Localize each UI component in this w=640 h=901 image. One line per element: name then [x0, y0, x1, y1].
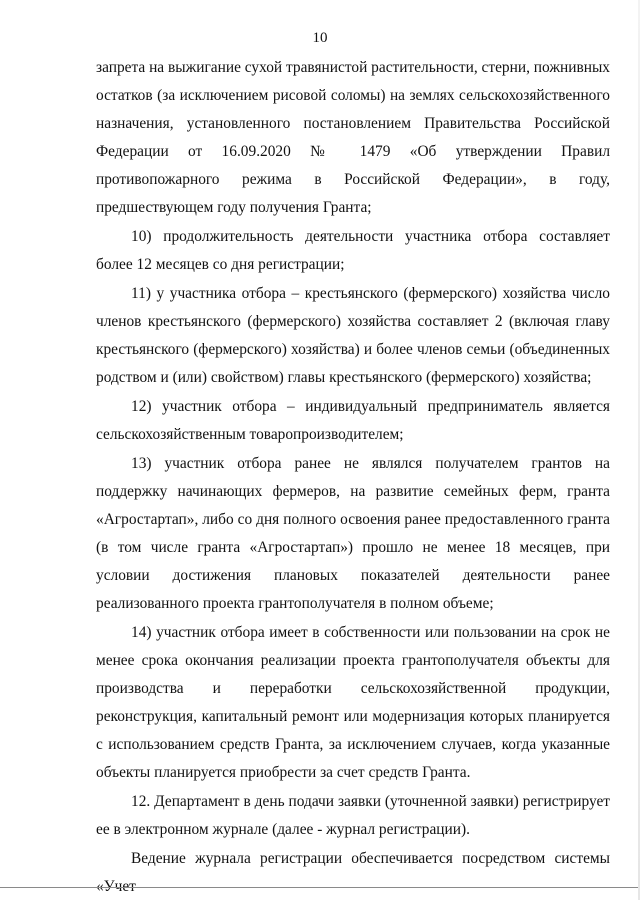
page-bottom-edge: [0, 887, 640, 888]
paragraph-item-12: 12) участник отбора – индивидуальный предприниматель является сельскохозяйственным товаропроизводителем;: [96, 398, 610, 443]
paragraph-item-11: 11) у участника отбора – крестьянского (фермерского) хозяйства число членов крестьянского (фермерского) хозяйства составляет 2 (включая главу крестьянского (фермерского) хозяйства) и более членов семьи (объединенных родством и (или) свойством) главы крестьянского (фермерского) хозяйства;: [96, 285, 610, 386]
paragraph-continuation: запрета на выжигание сухой травянистой растительности, стерни, пожнивных остатков (за исключением рисовой соломы) на землях сельскохозяйственного назначения, установленного постановлением Правительства Российской Федерации от 16.09.2020 № 1479 «Об утверждении Правил противопожарного режима в Российской Федерации», в году, предшествующем году получения Гранта;: [96, 59, 610, 216]
paragraph-item-13: 13) участник отбора ранее не являлся получателем грантов на поддержку начинающих фермеров, на развитие семейных ферм, гранта «Агростартап», либо со дня полного освоения ранее предоставленного гранта (в том числе гранта «Агростартап») прошло не менее 18 месяцев, при условии достижения плановых показателей деятельности ранее реализованного проекта грантополучателя в полном объеме;: [96, 455, 610, 612]
paragraph-item-10: 10) продолжительность деятельности участника отбора составляет более 12 месяцев со дня регистрации;: [96, 228, 610, 273]
paragraph-section-12: 12. Департамент в день подачи заявки (уточненной заявки) регистрирует ее в электронном журнале (далее - журнал регистрации).: [96, 793, 610, 838]
page-number: 10: [312, 30, 328, 46]
paragraph-item-14: 14) участник отбора имеет в собственности или пользовании на срок не менее срока окончания реализации проекта грантополучателя объекты для производства и переработки сельскохозяйственной продукции, реконструкция, капитальный ремонт или модернизация которых планируется с использованием средств Гранта, за исключением случаев, когда указанные объекты планируется приобрести за счет средств Гранта.: [96, 624, 610, 781]
paragraph-journal: Ведение журнала регистрации обеспечивается посредством системы «Учет: [96, 850, 610, 895]
document-body: [96, 54, 610, 901]
